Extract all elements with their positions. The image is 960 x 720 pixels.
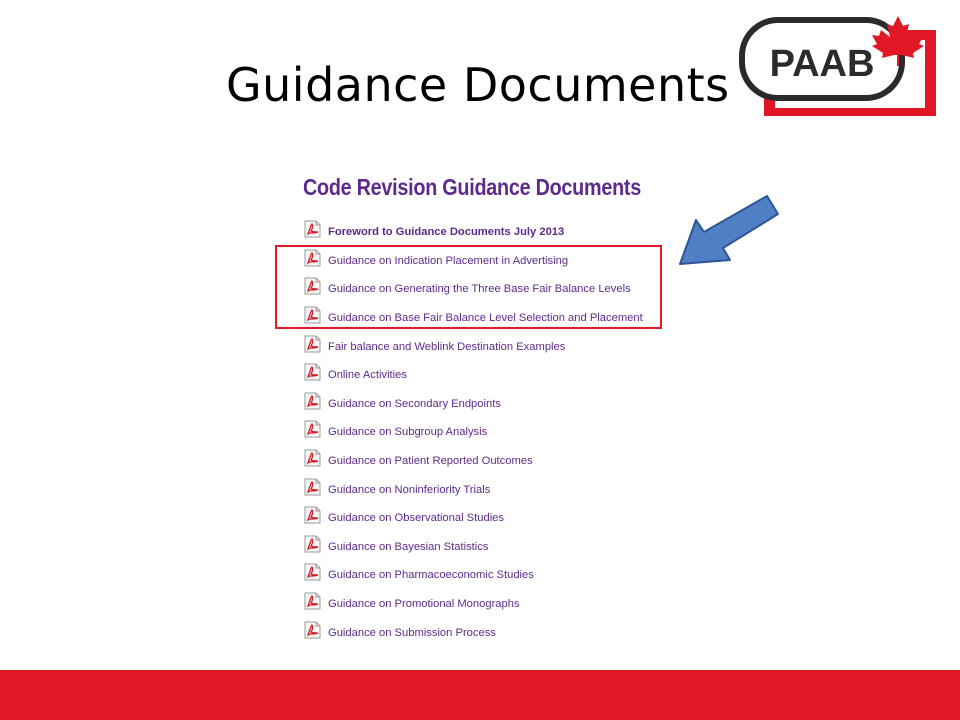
list-item	[304, 475, 643, 504]
pdf-icon	[304, 563, 321, 581]
pdf-icon	[304, 621, 321, 639]
pdf-icon	[304, 363, 321, 381]
pdf-icon	[304, 535, 321, 553]
section-heading: Code Revision Guidance Documents	[303, 174, 641, 200]
document-link[interactable]: Guidance on Secondary Endpoints	[328, 397, 501, 410]
arrow-pointer-icon	[672, 188, 782, 278]
pdf-icon	[304, 335, 321, 353]
list-item	[304, 590, 643, 619]
paab-logo	[738, 14, 938, 118]
list-item	[304, 218, 643, 247]
footer-bar	[0, 670, 960, 720]
document-link[interactable]: Guidance on Noninferiority Trials	[328, 483, 491, 496]
document-link[interactable]: Guidance on Submission Process	[328, 626, 496, 639]
pdf-icon	[304, 478, 321, 496]
pdf-icon	[304, 449, 321, 467]
list-item	[304, 361, 643, 390]
pdf-icon	[304, 506, 321, 524]
pdf-icon	[304, 392, 321, 410]
document-link[interactable]: Guidance on Subgroup Analysis	[328, 426, 488, 439]
list-item	[304, 447, 643, 476]
list-item	[304, 504, 643, 533]
document-link[interactable]: Guidance on Indication Placement in Advertising	[328, 254, 569, 267]
document-link[interactable]: Guidance on Generating the Three Base Fair Balance Levels	[328, 283, 631, 296]
list-item	[304, 332, 643, 361]
list-item	[304, 618, 643, 647]
highlight-box	[275, 245, 662, 329]
pdf-icon	[304, 420, 321, 438]
pdf-icon	[304, 592, 321, 610]
list-item	[304, 418, 643, 447]
list-item	[304, 533, 643, 562]
document-link[interactable]: Guidance on Observational Studies	[328, 512, 505, 525]
document-link[interactable]: Guidance on Bayesian Statistics	[328, 540, 489, 553]
list-item	[304, 561, 643, 590]
document-link[interactable]: Online Activities	[328, 369, 407, 382]
document-link[interactable]: Fair balance and Weblink Destination Examples	[328, 340, 566, 353]
list-item	[304, 390, 643, 419]
document-link[interactable]: Guidance on Pharmacoeconomic Studies	[328, 569, 534, 582]
document-link[interactable]: Foreword to Guidance Documents July 2013	[328, 226, 565, 239]
document-link[interactable]: Guidance on Patient Reported Outcomes	[328, 455, 533, 468]
logo-text: PAAB	[769, 43, 875, 85]
document-link[interactable]: Guidance on Promotional Monographs	[328, 598, 520, 611]
document-link[interactable]: Guidance on Base Fair Balance Level Selection and Placement	[328, 312, 643, 325]
pdf-icon	[304, 220, 321, 238]
slide-title: Guidance Documents	[226, 58, 730, 112]
